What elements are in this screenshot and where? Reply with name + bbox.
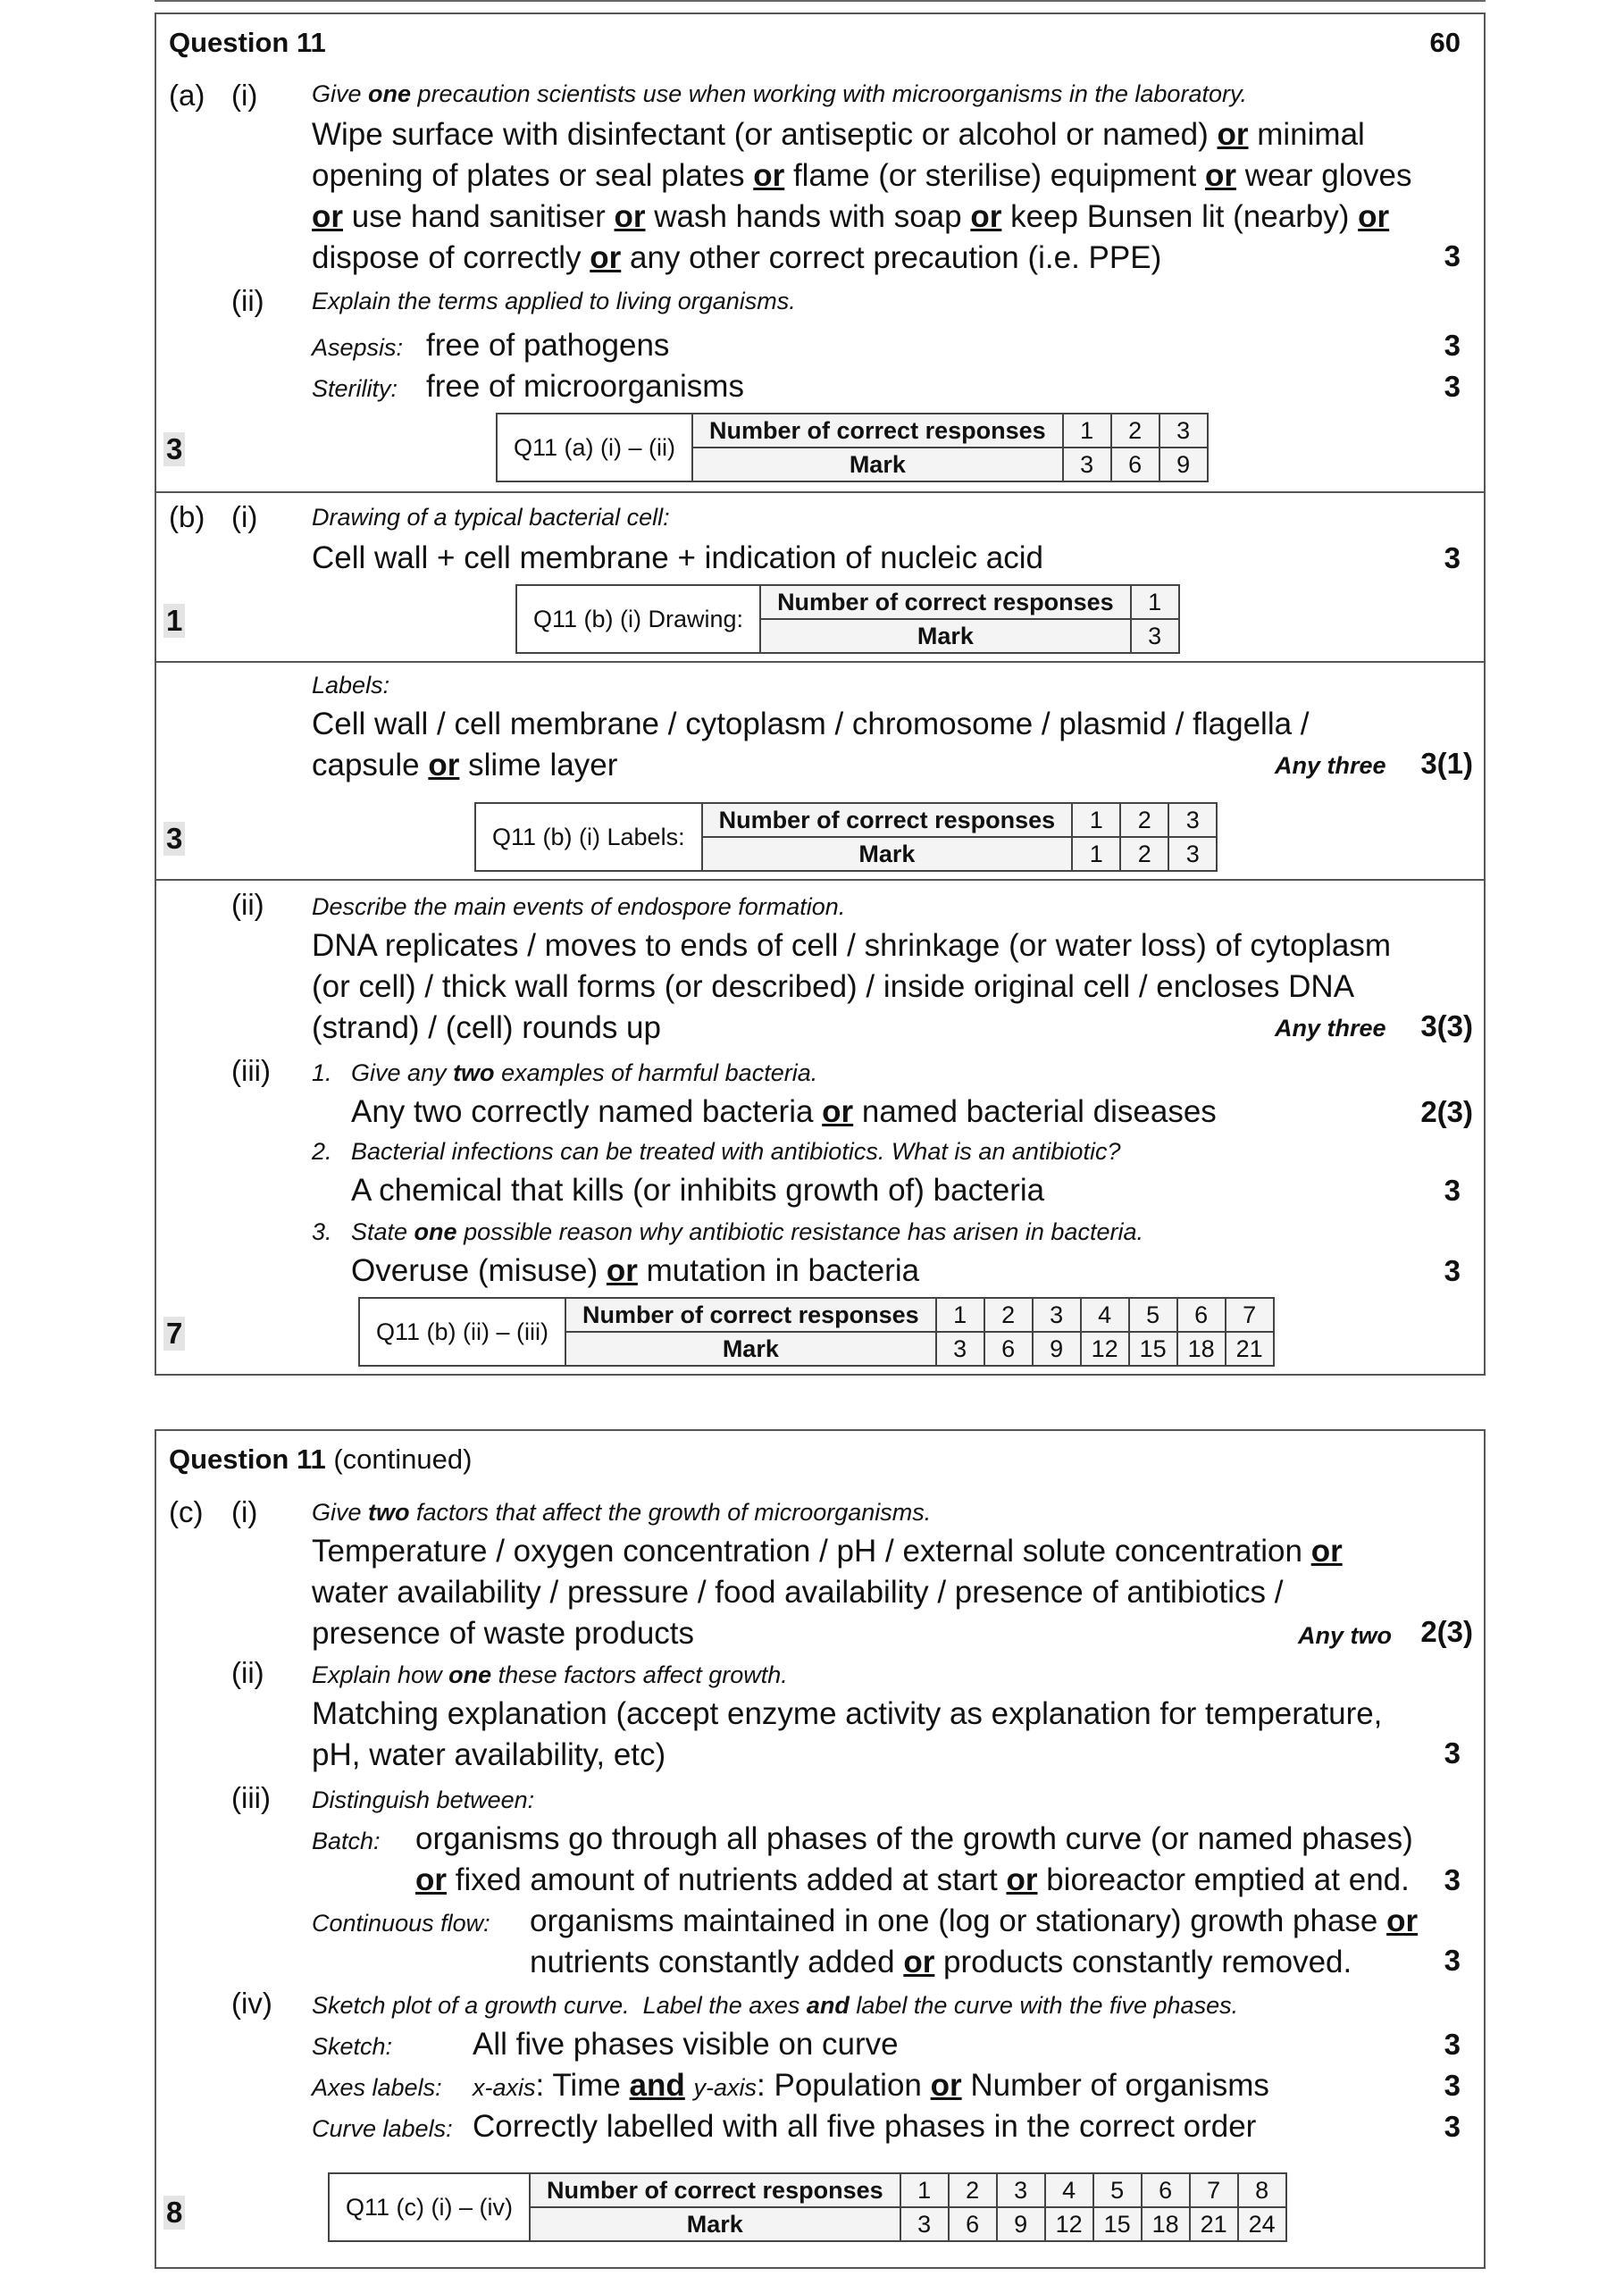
curve-labels-label: Curve labels: xyxy=(312,2115,453,2142)
grid-b3-name: Q11 (b) (ii) – (iii) xyxy=(359,1298,565,1366)
grid-c-n5: 5 xyxy=(1093,2173,1142,2207)
part-b-labels-subtotal: 3 xyxy=(163,822,185,856)
sterility-label: Sterility: xyxy=(312,375,398,402)
part-c-subtotal: 8 xyxy=(163,2196,185,2230)
axes-labels-label: Axes labels: xyxy=(312,2074,442,2101)
grid-b1-name: Q11 (b) (i) Drawing: xyxy=(516,585,760,653)
factors-line-3: presence of waste products xyxy=(312,1616,695,1651)
continuous-flow-label: Continuous flow: xyxy=(312,1910,490,1937)
grid-c-n1: 1 xyxy=(900,2173,949,2207)
batch-answer: organisms go through all phases of the growth curve (or named phases) or fixed amount of nutrients added at start or bioreactor emptied at end. xyxy=(415,1819,1413,1901)
grid-c-n8: 8 xyxy=(1238,2173,1286,2207)
marking-grid-a xyxy=(496,413,1209,482)
batch-line-1: organisms go through all phases of the growth curve (or named phases) xyxy=(415,1821,1413,1856)
grid-b2-header-mark: Mark xyxy=(702,837,1073,871)
grid-c-header-mark: Mark xyxy=(530,2207,900,2241)
b-iii-3-number: 3. xyxy=(312,1218,332,1245)
grid-b1-header-responses: Number of correct responses xyxy=(760,585,1131,619)
grid-a-n3: 3 xyxy=(1159,414,1208,448)
b-iii-2-mark: 3 xyxy=(1444,1174,1461,1207)
grid-b3-m2: 6 xyxy=(984,1332,1033,1366)
grid-c-n3: 3 xyxy=(997,2173,1045,2207)
sterility-answer: free of microorganisms xyxy=(426,369,744,404)
grid-b1-n1: 1 xyxy=(1131,585,1179,619)
asepsis-mark: 3 xyxy=(1444,329,1461,362)
grid-b3-n4: 4 xyxy=(1081,1298,1129,1332)
b-iii-2-answer: A chemical that kills (or inhibits growth of) bacteria xyxy=(351,1173,1045,1208)
grid-b3-n2: 2 xyxy=(984,1298,1033,1332)
part-a-ii-label: (ii) xyxy=(231,284,264,317)
grid-c-m3: 9 xyxy=(997,2207,1045,2241)
endospore-line-2: (or cell) / thick wall forms (or described) / inside original cell / encloses DNA xyxy=(312,969,1355,1004)
part-b-i-label: (i) xyxy=(231,500,258,533)
grid-b2-n2: 2 xyxy=(1120,803,1168,837)
part-c-ii-answer xyxy=(312,1694,1382,1776)
endospore-line-1: DNA replicates / moves to ends of cell / shrinkage (or water loss) of cytoplasm xyxy=(312,928,1391,963)
grid-a-m3: 9 xyxy=(1159,448,1208,481)
grid-a-n2: 2 xyxy=(1111,414,1159,448)
grid-a-name: Q11 (a) (i) – (ii) xyxy=(497,414,692,481)
endospore-line-3: (strand) / (cell) rounds up xyxy=(312,1010,661,1045)
grid-b1-header-mark: Mark xyxy=(760,619,1131,653)
grid-b3-n5: 5 xyxy=(1129,1298,1177,1332)
marking-grid-b-labels xyxy=(474,802,1218,872)
question-title-continued xyxy=(169,1443,472,1476)
grid-b3-m4: 12 xyxy=(1081,1332,1129,1366)
part-a-i-label: (i) xyxy=(231,79,258,112)
part-b-label: (b) xyxy=(169,500,205,533)
grid-b3-m6: 18 xyxy=(1177,1332,1226,1366)
grid-c-header-responses: Number of correct responses xyxy=(530,2173,900,2207)
grid-b2-name: Q11 (b) (i) Labels: xyxy=(475,803,702,871)
b-iii-2-question: Bacterial infections can be treated with antibiotics. What is an antibiotic? xyxy=(351,1138,1121,1165)
grid-b2-header-responses: Number of correct responses xyxy=(702,803,1073,837)
b-iii-3-mark: 3 xyxy=(1444,1254,1461,1287)
grid-b3-m5: 15 xyxy=(1129,1332,1177,1366)
question-total-marks: 60 xyxy=(1429,27,1461,58)
grid-b2-m1: 1 xyxy=(1072,837,1120,871)
marking-grid-c xyxy=(328,2172,1287,2242)
part-c-iii-label: (iii) xyxy=(231,1781,271,1814)
grid-c-m8: 24 xyxy=(1238,2207,1286,2241)
labels-heading: Labels: xyxy=(312,672,390,699)
divider xyxy=(156,491,1484,493)
part-a-i-mark: 3 xyxy=(1444,239,1461,272)
labels-mark: 3(1) xyxy=(1420,747,1473,780)
part-b-ii-answer xyxy=(312,925,1391,1049)
part-b-ii-question: Describe the main events of endospore formation. xyxy=(312,893,846,920)
axes-labels-answer: x-axis: Time and y-axis: Population or Number of organisms xyxy=(473,2068,1269,2103)
part-b-i-question: Drawing of a typical bacterial cell: xyxy=(312,504,670,531)
grid-c-name: Q11 (c) (i) – (iv) xyxy=(329,2173,530,2241)
part-c-i-mark: 2(3) xyxy=(1420,1615,1473,1648)
part-a-i-question: Give one precaution scientists use when working with microorganisms in the laboratory. xyxy=(312,80,1247,107)
part-b-ii-iii-subtotal: 7 xyxy=(163,1317,185,1351)
part-a-label: (a) xyxy=(169,79,205,112)
grid-b3-m1: 3 xyxy=(936,1332,984,1366)
divider xyxy=(156,879,1484,881)
b-iii-1-answer: Any two correctly named bacteria or named bacterial diseases xyxy=(351,1094,1217,1129)
part-c-i-label: (i) xyxy=(231,1495,258,1528)
axes-labels-mark: 3 xyxy=(1444,2069,1461,2102)
part-b-ii-mark: 3(3) xyxy=(1420,1009,1473,1042)
labels-answer: Cell wall / cell membrane / cytoplasm / chromosome / plasmid / flagella / capsule or slime layer xyxy=(312,707,1310,782)
grid-a-n1: 1 xyxy=(1063,414,1111,448)
grid-b3-n3: 3 xyxy=(1033,1298,1081,1332)
b-iii-3-question: State one possible reason why antibiotic resistance has arisen in bacteria. xyxy=(351,1218,1143,1245)
grid-a-header-responses: Number of correct responses xyxy=(692,414,1063,448)
curve-labels-mark: 3 xyxy=(1444,2110,1461,2143)
grid-a-header-mark: Mark xyxy=(692,448,1063,481)
continued-label: (continued) xyxy=(333,1443,473,1475)
part-b-i-mark: 3 xyxy=(1444,541,1461,574)
grid-c-n7: 7 xyxy=(1190,2173,1238,2207)
grid-b2-n3: 3 xyxy=(1168,803,1217,837)
sketch-answer: All five phases visible on curve xyxy=(473,2027,899,2062)
batch-label: Batch: xyxy=(312,1828,381,1854)
part-c-iii-question: Distinguish between: xyxy=(312,1786,535,1813)
continuous-flow-answer: organisms maintained in one (log or stationary) growth phase or nutrients constantly added or products constantly removed. xyxy=(530,1904,1419,1979)
asepsis-label: Asepsis: xyxy=(312,334,404,361)
grid-b3-header-responses: Number of correct responses xyxy=(565,1298,936,1332)
explanation-line-2: pH, water availability, etc) xyxy=(312,1737,666,1772)
grid-c-m1: 3 xyxy=(900,2207,949,2241)
grid-c-n6: 6 xyxy=(1142,2173,1190,2207)
grid-b1-m1: 3 xyxy=(1131,619,1179,653)
question-11-continued-box xyxy=(155,1429,1486,2269)
part-c-ii-question: Explain how one these factors affect growth. xyxy=(312,1661,788,1688)
grid-c-m7: 21 xyxy=(1190,2207,1238,2241)
part-a-subtotal: 3 xyxy=(163,432,185,466)
grid-b3-header-mark: Mark xyxy=(565,1332,936,1366)
grid-b3-n6: 6 xyxy=(1177,1298,1226,1332)
part-c-iv-question: Sketch plot of a growth curve. Label the axes and label the curve with the five phases. xyxy=(312,1992,1239,2019)
part-c-label: (c) xyxy=(169,1495,204,1528)
b-iii-2-number: 2. xyxy=(312,1138,332,1165)
part-b-i-answer: Cell wall + cell membrane + indication of nucleic acid xyxy=(312,540,1044,575)
grid-c-n4: 4 xyxy=(1045,2173,1093,2207)
continuous-flow-mark: 3 xyxy=(1444,1944,1461,1977)
grid-c-m2: 6 xyxy=(949,2207,997,2241)
factors-line-2: water availability / pressure / food availability / presence of antibiotics / xyxy=(312,1575,1284,1610)
part-b-drawing-subtotal: 1 xyxy=(163,604,185,638)
part-a-ii-question: Explain the terms applied to living organisms. xyxy=(312,288,796,314)
grid-b3-n7: 7 xyxy=(1226,1298,1274,1332)
b-iii-1-question: Give any two examples of harmful bacteria. xyxy=(351,1059,818,1086)
grid-a-m1: 3 xyxy=(1063,448,1111,481)
grid-c-m4: 12 xyxy=(1045,2207,1093,2241)
b-iii-1-mark: 2(3) xyxy=(1420,1095,1473,1128)
grid-b3-m3: 9 xyxy=(1033,1332,1081,1366)
part-c-ii-label: (ii) xyxy=(231,1656,264,1689)
part-c-i-any-two: Any two xyxy=(1298,1622,1392,1649)
curve-labels-answer: Correctly labelled with all five phases in the correct order xyxy=(473,2109,1257,2144)
grid-c-n2: 2 xyxy=(949,2173,997,2207)
grid-b3-n1: 1 xyxy=(936,1298,984,1332)
part-b-ii-label: (ii) xyxy=(231,888,264,921)
sterility-mark: 3 xyxy=(1444,370,1461,403)
question-title: Question 11 xyxy=(169,27,326,58)
part-a-i-answer: Wipe surface with disinfectant (or antiseptic or alcohol or named) or minimal opening of plates or seal plates or flame (or sterilise) equipment or wear gloves or use hand sanitiser or wash hands with soap or keep Bunsen lit (nearby) or dispose of correctly or any other correct precaution (i.e. PPE) xyxy=(312,117,1412,275)
page-top-rule xyxy=(155,0,1486,2)
sketch-mark: 3 xyxy=(1444,2028,1461,2061)
sketch-label: Sketch: xyxy=(312,2033,393,2060)
grid-b3-m7: 21 xyxy=(1226,1332,1274,1366)
grid-a-m2: 6 xyxy=(1111,448,1159,481)
grid-c-m5: 15 xyxy=(1093,2207,1142,2241)
part-c-iv-label: (iv) xyxy=(231,1987,272,2020)
part-c-i-answer: Temperature / oxygen concentration / pH / external solute concentration or water availability / pressure / food availability / presence of antibiotics / presence of waste products xyxy=(312,1531,1343,1654)
question-title-text: Question 11 xyxy=(169,1443,326,1475)
marking-grid-b-ii-iii xyxy=(358,1297,1275,1367)
part-c-i-question: Give two factors that affect the growth of microorganisms. xyxy=(312,1499,932,1526)
grid-b2-n1: 1 xyxy=(1072,803,1120,837)
grid-c-m6: 18 xyxy=(1142,2207,1190,2241)
b-iii-3-answer: Overuse (misuse) or mutation in bacteria xyxy=(351,1253,920,1288)
grid-b2-m3: 3 xyxy=(1168,837,1217,871)
grid-b2-m2: 2 xyxy=(1120,837,1168,871)
asepsis-answer: free of pathogens xyxy=(426,328,670,363)
labels-any-three: Any three xyxy=(1275,752,1386,779)
explanation-line-1: Matching explanation (accept enzyme activity as explanation for temperature, xyxy=(312,1696,1383,1731)
divider xyxy=(156,661,1484,663)
part-c-ii-mark: 3 xyxy=(1444,1736,1461,1770)
b-iii-1-number: 1. xyxy=(312,1059,332,1086)
batch-mark: 3 xyxy=(1444,1863,1461,1896)
marking-grid-b-drawing xyxy=(515,584,1180,654)
part-b-iii-label: (iii) xyxy=(231,1054,271,1087)
question-11-box xyxy=(155,13,1486,1376)
part-b-ii-any-three: Any three xyxy=(1275,1015,1386,1042)
